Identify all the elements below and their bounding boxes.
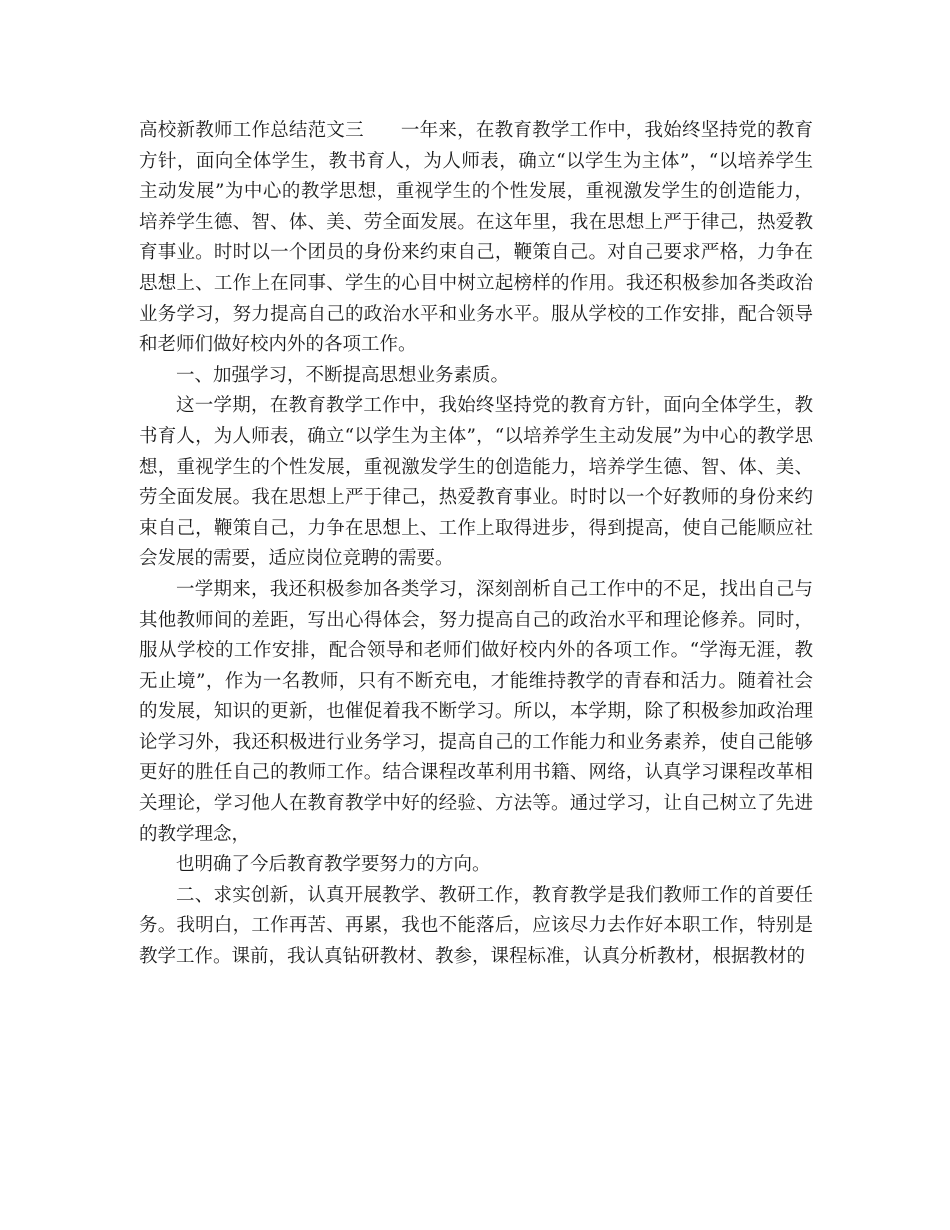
section-heading-1: 一、加强学习，不断提高思想业务素质。	[176, 364, 510, 386]
opening-paragraph	[139, 116, 813, 361]
section-heading-2: 二、求实创新，认真开展教学、教研工作，教育教学是我们教师工作的首要任务。我明白，工作再苦、再累，我也不能落后，应该尽力去作好本职工作，特别是教学工作。课前，我认真钻研教材、教参，课程标准，认真分析教材，根据教材的	[139, 884, 813, 968]
paragraph-text: 一年来，在教育教学工作中，我始终坚持党的教育方针，面向全体学生，教书育人，为人师表，确立“以学生为主体”，“以培养学生主动发展”为中心的教学思想，重视学生的个性发展，重视激发学生的创造能力，培养学生德、智、体、美、劳全面发展。在这年里，我在思想上严于律己，热爱教育事业。时时以一个团员的身份来约束自己，鞭策自己。对自己要求严格，力争在思想上、工作上在同事、学生的心目中树立起榜样的作用。我还积极参加各类政治业务学习，努力提高自己的政治水平和业务水平。服从学校的工作安排，配合领导和老师们做好校内外的各项工作。	[139, 120, 813, 356]
document-title: 高校新教师工作总结范文三	[139, 120, 364, 141]
paragraph: 一学期来，我还积极参加各类学习，深刻剖析自己工作中的不足，找出自己与其他教师间的差距，写出心得体会，努力提高自己的政治水平和理论修养。同时，服从学校的工作安排，配合领导和老师们做好校内外的各项工作。“学海无涯，教无止境”，作为一名教师，只有不断充电，才能维持教学的青春和活力。随着社会的发展，知识的更新，也催促着我不断学习。所以，本学期，除了积极参加政治理论学习外，我还积极进行业务学习，提高自己的工作能力和业务素养，使自己能够更好的胜任自己的教师工作。结合课程改革利用书籍、网络，认真学习课程改革相关理论，学习他人在教育教学中好的经验、方法等。通过学习，让自己树立了先进的教学理念，	[139, 578, 813, 845]
document-body	[139, 116, 813, 973]
paragraph: 也明确了今后教育教学要努力的方向。	[176, 854, 491, 876]
paragraph: 这一学期，在教育教学工作中，我始终坚持党的教育方针，面向全体学生，教书育人，为人师表，确立“以学生为主体”，“以培养学生主动发展”为中心的教学思想，重视学生的个性发展，重视激发学生的创造能力，培养学生德、智、体、美、劳全面发展。我在思想上严于律己，热爱教育事业。时时以一个好教师的身份来约束自己，鞭策自己，力争在思想上、工作上取得进步，得到提高，使自己能顺应社会发展的需要，适应岗位竞聘的需要。	[139, 395, 813, 570]
